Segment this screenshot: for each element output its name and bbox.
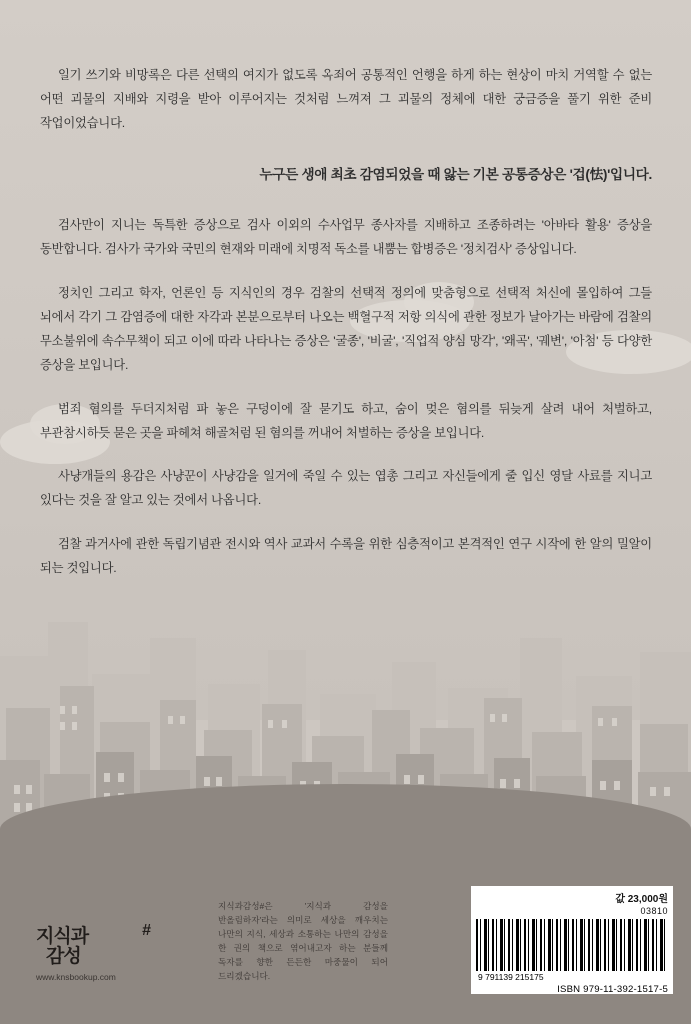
publisher-blurb: 지식과감성#은 '지식과 감성을 반올림하자'라는 의미로 세상을 깨우치는 나만의 지식, 세상과 소통하는 나만의 감성을 한 권의 책으로 엮어내고자 하는 분들께 독자를 향한 든든한 마중물이 되어 드리겠습니다. <box>218 901 388 982</box>
barcode-number: 9 791139 215175 <box>478 972 544 982</box>
barcode-number-row <box>476 972 668 982</box>
barcode-bars <box>476 919 668 971</box>
paragraph: 사냥개들의 용감은 사냥꾼이 사냥감을 일거에 죽일 수 있는 엽총 그리고 자신들에게 줄 입신 영달 사료를 지니고 있다는 것을 잘 알고 있는 것에서 나옵니다. <box>40 469 652 508</box>
publisher-logo-mark <box>36 922 156 967</box>
paragraph: 검찰 과거사에 관한 독립기념관 전시와 역사 교과서 수록을 위한 심층적이고 본격적인 연구 시작에 한 알의 밀알이 되는 것입니다. <box>40 537 652 576</box>
price-label: 값 23,000원 <box>615 894 668 905</box>
isbn-text: ISBN 979-11-392-1517-5 <box>557 984 668 995</box>
publisher-url[interactable]: www.knsbookup.com <box>36 972 116 982</box>
paragraph: 범죄 혐의를 두더지처럼 파 놓은 구덩이에 잘 묻기도 하고, 숨이 멎은 혐의를 뒤늦게 살려 내어 처벌하고, 부관참시하듯 묻은 곳을 파헤쳐 해골처럼 된 혐의를 꺼내어 처벌하는 증상을 보입니다. <box>40 401 652 440</box>
publisher-logo <box>36 922 156 982</box>
publisher-logo-line1: 지식과 <box>36 926 89 948</box>
highlight-sentence: 누구든 생애 최초 감염되었을 때 앓는 기본 공통증상은 '겁(怯)'입니다. <box>259 166 652 182</box>
barcode-block <box>471 886 673 994</box>
paragraph: 일기 쓰기와 비망록은 다른 선택의 여지가 없도록 옥죄어 공통적인 언행을 하게 하는 현상이 마치 거역할 수 없는 어떤 괴물의 지배와 지령을 받아 이루어지는 것처럼 느껴져 그 괴물의 정체에 대한 궁금증을 풀기 위한 준비 작업이었습니다. <box>40 68 652 130</box>
paragraph: 정치인 그리고 학자, 언론인 등 지식인의 경우 검찰의 선택적 정의에 맞춤형으로 선택적 처신에 몰입하여 그들 뇌에서 각기 그 감염증에 대한 자각과 본분으로부터 나오는 백혈구적 저항 의식에 관한 정보가 날아가는 바람에 검찰의 무소불위에 속수무책이 되고 이에 따라 나타나는 증상은 '굴종', '비굴', '직업적 양심 망각', '왜곡', '궤변', '아첨' 등 다양한 증상을 보입니다. <box>40 285 652 372</box>
price-code: 03810 <box>640 906 668 916</box>
back-cover-text <box>40 64 652 601</box>
paragraph: 검사만이 지니는 독특한 증상으로 검사 이외의 수사업무 종사자를 지배하고 조종하려는 '아바타 활용' 증상을 동반합니다. 검사가 국가와 국민의 현재와 미래에 치명적 독소를 내뿜는 합병증은 '정치검사' 증상입니다. <box>40 217 652 256</box>
price-row <box>476 890 668 905</box>
hash-icon: # <box>142 922 150 940</box>
publisher-logo-line2: 감성 <box>46 945 81 967</box>
